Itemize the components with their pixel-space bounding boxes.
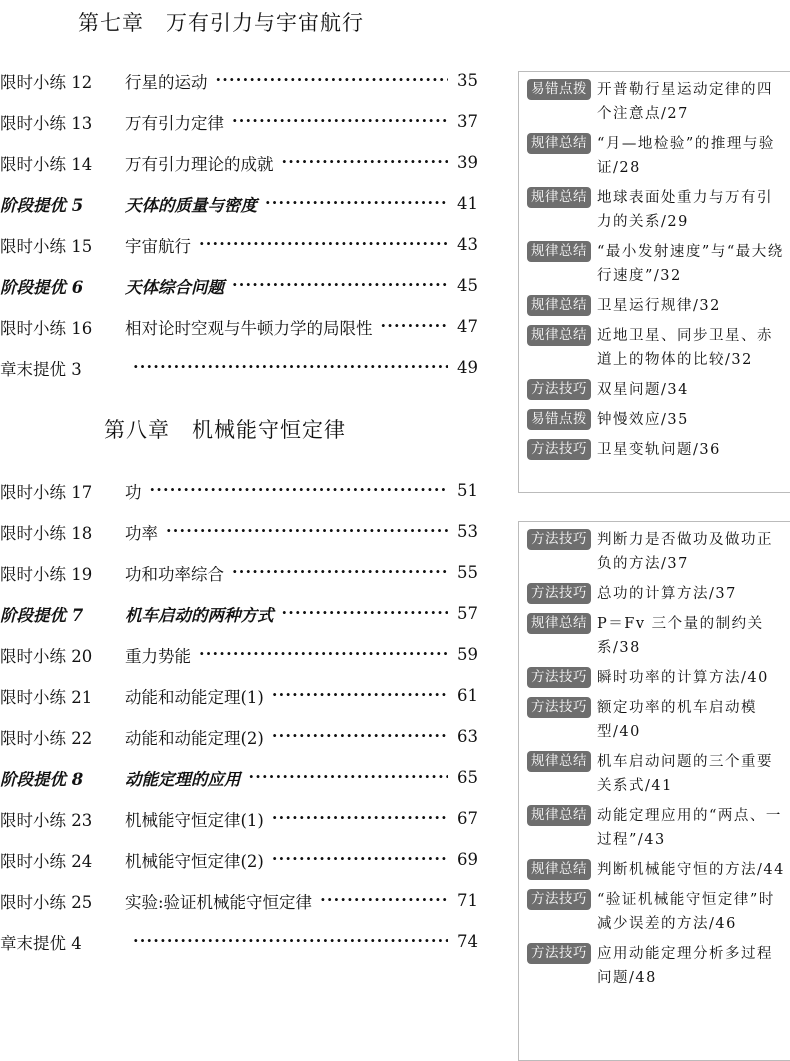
toc-leader-dots (199, 235, 448, 255)
note-item (527, 804, 790, 852)
note-text: 卫星运行规律/32 (597, 298, 721, 314)
toc-entry-title: 动能定理的应用 (125, 769, 241, 789)
note-category-badge: 规律总结 (527, 187, 591, 208)
toc-page-number: 39 (457, 153, 478, 172)
note-category-badge: 规律总结 (527, 295, 591, 316)
toc-page-number: 37 (457, 112, 478, 131)
note-text: “月—地检验”的推理与验证/28 (597, 136, 775, 176)
note-text: 近地卫星、同步卫星、赤道上的物体的比较/32 (597, 328, 773, 368)
toc-entry-title: 功和功率综合 (125, 564, 224, 584)
toc-entry-label: 限时小练 13 (0, 113, 93, 133)
toc-entry-title: 机械能守恒定律(1) (125, 810, 264, 830)
note-category-badge: 方法技巧 (527, 943, 591, 964)
toc-entry[interactable] (0, 798, 478, 839)
toc-entry[interactable] (0, 511, 478, 552)
toc-entry-title: 动能和动能定理(1) (125, 687, 264, 707)
toc-page-number: 47 (457, 317, 478, 336)
toc-entry-title: 功率 (125, 523, 158, 543)
toc-entry-title: 实验:验证机械能守恒定律 (125, 892, 313, 912)
toc-leader-dots (232, 563, 448, 583)
toc-entry-title: 万有引力定律 (125, 113, 224, 133)
toc-entry[interactable] (0, 183, 478, 224)
note-text: 应用动能定理分析多过程问题/48 (597, 946, 773, 986)
toc-entry-title: 天体综合问题 (125, 277, 224, 297)
toc-entry-title: 相对论时空观与牛顿力学的局限性 (125, 318, 373, 338)
toc-entry-label: 限时小练 16 (0, 318, 93, 338)
note-item (527, 888, 790, 936)
note-text: 判断力是否做功及做功正负的方法/37 (597, 532, 773, 572)
toc-leader-dots (272, 727, 448, 747)
toc-entry[interactable] (0, 552, 478, 593)
toc-leader-dots (282, 604, 449, 624)
note-item (527, 408, 790, 432)
note-category-badge: 易错点拨 (527, 409, 591, 430)
note-item (527, 132, 790, 180)
note-text: “最小发射速度”与“最大绕行速度”/32 (597, 244, 784, 284)
toc-entry[interactable] (0, 716, 478, 757)
toc-entry-label: 阶段提优 5 (0, 195, 84, 215)
toc-leader-dots (232, 112, 448, 132)
toc-page-number: 35 (457, 71, 478, 90)
toc-page-number: 45 (457, 276, 478, 295)
note-text: 开普勒行星运动定律的四个注意点/27 (597, 82, 773, 122)
note-category-badge: 方法技巧 (527, 667, 591, 688)
toc-entry[interactable] (0, 142, 478, 183)
toc-entry-title: 重力势能 (125, 646, 191, 666)
toc-leader-dots (272, 850, 448, 870)
toc-entry-label: 阶段提优 7 (0, 605, 84, 625)
toc-entry[interactable] (0, 306, 478, 347)
toc-leader-dots (133, 358, 448, 378)
note-category-badge: 规律总结 (527, 859, 591, 880)
note-category-badge: 方法技巧 (527, 697, 591, 718)
toc-entry-label: 限时小练 22 (0, 728, 93, 748)
note-category-badge: 规律总结 (527, 805, 591, 826)
toc-entry[interactable] (0, 593, 478, 634)
note-category-badge: 方法技巧 (527, 379, 591, 400)
chapter-8-toc (0, 470, 478, 962)
toc-entry-title: 天体的质量与密度 (125, 195, 257, 215)
toc-entry-label: 阶段提优 8 (0, 769, 84, 789)
toc-entry[interactable] (0, 839, 478, 880)
note-item (527, 858, 790, 882)
toc-leader-dots (249, 768, 449, 788)
toc-page-number: 74 (457, 932, 478, 951)
toc-page-number: 43 (457, 235, 478, 254)
toc-entry[interactable] (0, 921, 478, 962)
toc-page-number: 63 (457, 727, 478, 746)
toc-entry-label: 限时小练 17 (0, 482, 93, 502)
note-text: 钟慢效应/35 (597, 412, 689, 428)
toc-entry[interactable] (0, 757, 478, 798)
note-text: 瞬时功率的计算方法/40 (597, 670, 769, 686)
toc-entry[interactable] (0, 60, 478, 101)
note-item (527, 78, 790, 126)
toc-leader-dots (272, 686, 448, 706)
toc-entry-label: 限时小练 19 (0, 564, 93, 584)
note-item (527, 750, 790, 798)
toc-entry-label: 限时小练 14 (0, 154, 93, 174)
note-text: 额定功率的机车启动模型/40 (597, 700, 757, 740)
toc-leader-dots (166, 522, 448, 542)
note-category-badge: 方法技巧 (527, 583, 591, 604)
toc-entry-title: 机械能守恒定律(2) (125, 851, 264, 871)
toc-page-number: 57 (457, 604, 478, 623)
note-category-badge: 规律总结 (527, 751, 591, 772)
chapter-7-notes-box (518, 71, 790, 493)
note-item (527, 438, 790, 462)
toc-page-number: 65 (457, 768, 478, 787)
toc-page-number: 67 (457, 809, 478, 828)
toc-leader-dots (199, 645, 448, 665)
toc-entry[interactable] (0, 224, 478, 265)
toc-entry[interactable] (0, 347, 478, 388)
note-item (527, 528, 790, 576)
toc-leader-dots (150, 481, 449, 501)
note-text: 双星问题/34 (597, 382, 689, 398)
toc-page-number: 59 (457, 645, 478, 664)
note-text: “验证机械能守恒定律”时减少误差的方法/46 (597, 892, 775, 932)
note-item (527, 378, 790, 402)
chapter-8-title: 第八章 机械能守恒定律 (104, 418, 346, 442)
note-item (527, 186, 790, 234)
note-text: 地球表面处重力与万有引力的关系/29 (597, 190, 773, 230)
toc-leader-dots (272, 809, 448, 829)
toc-entry-label: 章末提优 4 (0, 933, 82, 953)
toc-page-number: 49 (457, 358, 478, 377)
note-text: 动能定理应用的“两点、一过程”/43 (597, 808, 782, 848)
toc-entry-label: 限时小练 20 (0, 646, 93, 666)
toc-entry-label: 限时小练 25 (0, 892, 93, 912)
note-text: 总功的计算方法/37 (597, 586, 737, 602)
note-item (527, 612, 790, 660)
toc-page-number: 53 (457, 522, 478, 541)
note-category-badge: 方法技巧 (527, 529, 591, 550)
toc-entry-title: 功 (125, 482, 142, 502)
toc-leader-dots (282, 153, 449, 173)
note-text: 机车启动问题的三个重要关系式/41 (597, 754, 773, 794)
toc-entry[interactable] (0, 265, 478, 306)
toc-entry[interactable] (0, 880, 478, 921)
chapter-7-toc (0, 60, 478, 388)
toc-leader-dots (265, 194, 448, 214)
note-category-badge: 规律总结 (527, 133, 591, 154)
toc-entry-label: 限时小练 15 (0, 236, 93, 256)
toc-entry-title: 行星的运动 (125, 72, 208, 92)
note-item (527, 240, 790, 288)
toc-page-number: 51 (457, 481, 478, 500)
note-item (527, 696, 790, 744)
toc-entry-title: 宇宙航行 (125, 236, 191, 256)
toc-entry-title: 万有引力理论的成就 (125, 154, 274, 174)
toc-entry-label: 限时小练 12 (0, 72, 93, 92)
toc-leader-dots (133, 932, 448, 952)
note-text: 判断机械能守恒的方法/44 (597, 862, 785, 878)
note-category-badge: 规律总结 (527, 241, 591, 262)
note-item (527, 942, 790, 990)
toc-leader-dots (216, 71, 449, 91)
toc-leader-dots (232, 276, 448, 296)
toc-entry-title: 机车启动的两种方式 (125, 605, 274, 625)
toc-leader-dots (381, 317, 449, 337)
toc-page-number: 41 (457, 194, 478, 213)
toc-entry-label: 限时小练 18 (0, 523, 93, 543)
note-item (527, 666, 790, 690)
toc-leader-dots (320, 891, 448, 911)
toc-page-number: 69 (457, 850, 478, 869)
toc-entry[interactable] (0, 634, 478, 675)
toc-entry[interactable] (0, 101, 478, 142)
note-item (527, 294, 790, 318)
note-category-badge: 规律总结 (527, 613, 591, 634)
note-category-badge: 易错点拨 (527, 79, 591, 100)
note-category-badge: 规律总结 (527, 325, 591, 346)
toc-page-number: 55 (457, 563, 478, 582)
note-category-badge: 方法技巧 (527, 889, 591, 910)
note-item (527, 582, 790, 606)
toc-entry-title: 动能和动能定理(2) (125, 728, 264, 748)
note-text: 卫星变轨问题/36 (597, 442, 721, 458)
toc-entry-label: 阶段提优 6 (0, 277, 84, 297)
toc-entry[interactable] (0, 470, 478, 511)
chapter-8-notes-box (518, 521, 790, 1061)
note-text: P＝Fv 三个量的制约关系/38 (597, 616, 764, 656)
toc-entry-label: 章末提优 3 (0, 359, 82, 379)
toc-entry-label: 限时小练 23 (0, 810, 93, 830)
chapter-7-title: 第七章 万有引力与宇宙航行 (78, 11, 364, 35)
toc-entry-label: 限时小练 21 (0, 687, 93, 707)
toc-entry[interactable] (0, 675, 478, 716)
toc-page-number: 71 (457, 891, 478, 910)
toc-entry-label: 限时小练 24 (0, 851, 93, 871)
toc-page-number: 61 (457, 686, 478, 705)
note-item (527, 324, 790, 372)
note-category-badge: 方法技巧 (527, 439, 591, 460)
